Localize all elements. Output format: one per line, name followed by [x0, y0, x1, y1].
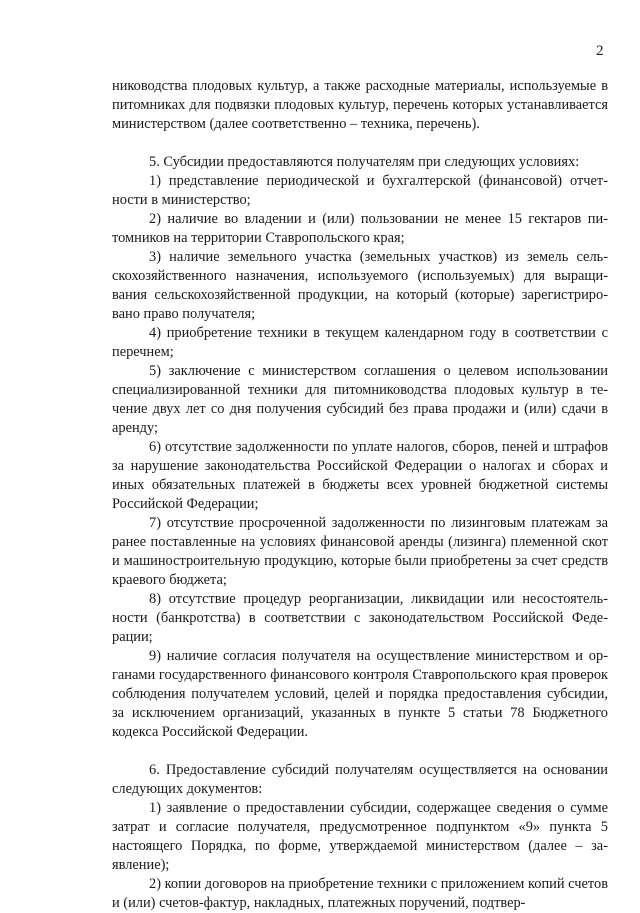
- document-item-1: 1) заявление о предоставлении субсидии, содержащее сведения о сумме затрат и согласие получателя, предусмотренное подпунктом «9» пункта 5 настоящего Порядка, по форме, утверждаемой министерством (далее – заявление);: [112, 800, 608, 873]
- section-5-heading: 5. Субсидии предоставляются получателям при следующих условиях:: [149, 154, 580, 170]
- condition-5: 5) заключение с министерством соглашения о целевом использовании специализированной техники для питомниководства плодовых культур в течение двух лет со дня получения субсидий без права продажи и (или) сдачи в аренду;: [112, 363, 608, 436]
- paragraph-continuation: ниководства плодовых культур, а также расходные материалы, используемые в питомниках для подвязки плодовых культур, перечень которых устанавливается министерством (далее соответственно – техника, перечень).: [112, 78, 608, 132]
- section-6-heading: 6. Предоставление субсидий получателям осуществляется на основании следующих документов:: [112, 762, 608, 797]
- page-number: 2: [596, 43, 604, 59]
- condition-7: 7) отсутствие просроченной задолженности по лизинговым платежам за ранее поставленные на условиях финансовой аренды (лизинга) племенной скот и машиностроительную продукцию, которые были приобретены за счет средств краевого бюджета;: [112, 515, 608, 588]
- condition-8: 8) отсутствие процедур реорганизации, ликвидации или несостоятельности (банкротства) в соответствии с законодательством Российской Федерации;: [112, 591, 608, 645]
- condition-2: 2) наличие во владении и (или) пользовании не менее 15 гектаров питомников на территории Ставропольского края;: [112, 211, 608, 246]
- condition-1: 1) представление периодической и бухгалтерской (финансовой) отчетности в министерство;: [112, 173, 608, 208]
- condition-9: 9) наличие согласия получателя на осуществление министерством и органами государственного финансового контроля Ставропольского края проверок соблюдения получателем условий, целей и порядка предоставления субсидии, за исключением организаций, указанных в пункте 5 статьи 78 Бюджетного кодекса Российской Федерации.: [112, 648, 608, 740]
- condition-4: 4) приобретение техники в текущем календарном году в соответствии с перечнем;: [112, 325, 608, 360]
- condition-3: 3) наличие земельного участка (земельных участков) из земель сельскохозяйственного назначения, используемого (используемых) для выращивания сельскохозяйственной продукции, на который (которые) зарегистрировано право получателя;: [112, 249, 608, 322]
- document-body: [112, 77, 608, 913]
- document-item-2: 2) копии договоров на приобретение техники с приложением копий счетов и (или) счетов-фактур, накладных, платежных поручений, подтвер-: [112, 876, 608, 911]
- condition-6: 6) отсутствие задолженности по уплате налогов, сборов, пеней и штрафов за нарушение законодательства Российской Федерации о налогах и сборах и иных обязательных платежей в бюджеты всех уровней бюджетной системы Российской Федерации;: [112, 439, 608, 512]
